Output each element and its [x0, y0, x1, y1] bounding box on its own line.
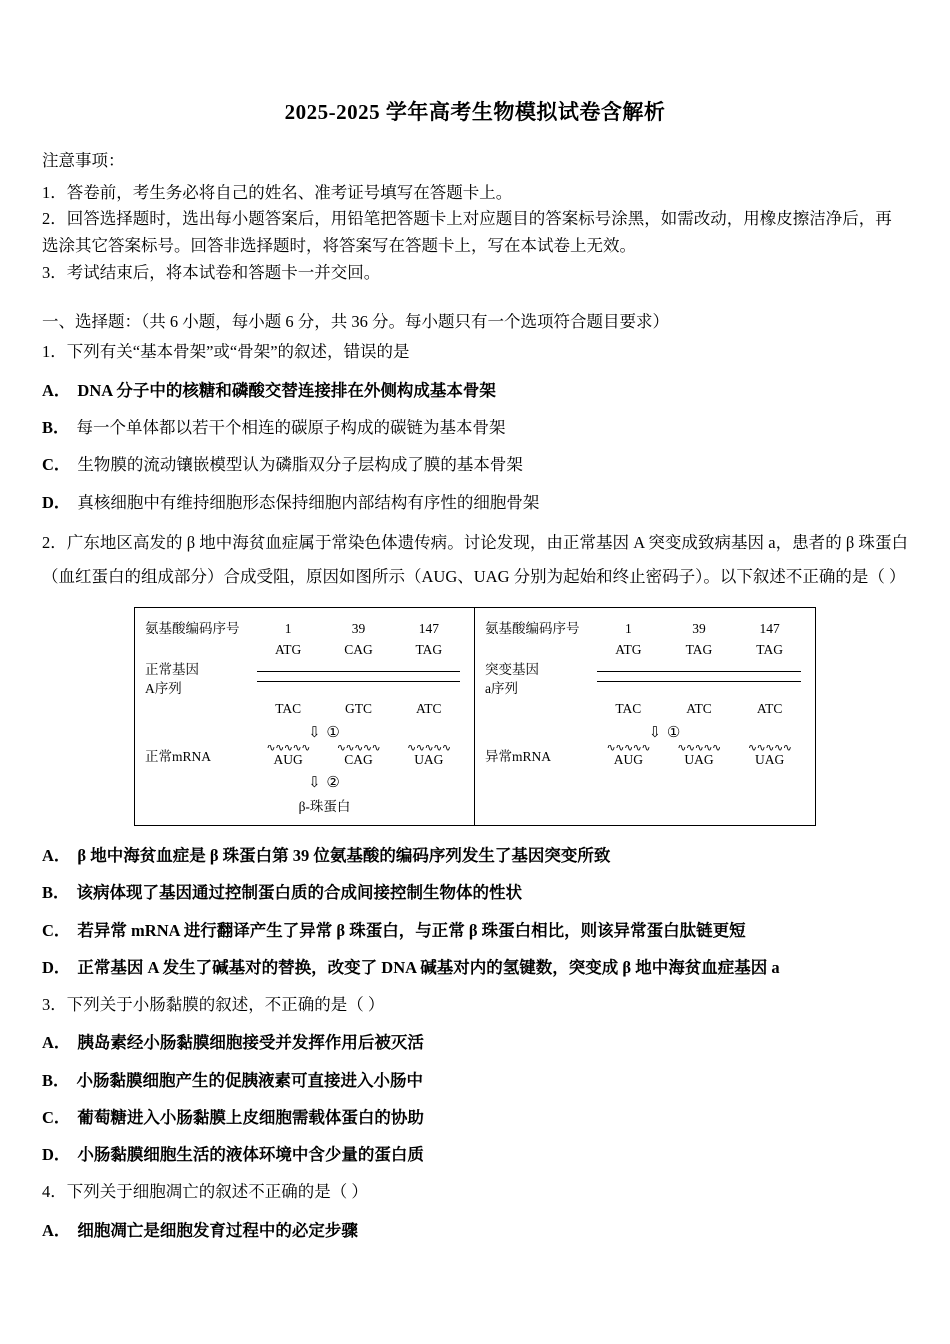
question-4-option-a: [42, 1217, 908, 1244]
left-mrna-row: [145, 745, 464, 768]
question-3-stem: 3．下列关于小肠黏膜的叙述，不正确的是（ ）: [42, 995, 385, 1015]
option-text: 该病体现了基因通过控制蛋白质的合成间接控制生物体的性状: [76, 883, 523, 903]
left-position-39: 39: [351, 621, 366, 637]
diagram-normal-gene-panel: [135, 608, 475, 825]
right-gene-label-line1: 突变基因: [485, 661, 539, 677]
right-position-39: 39: [692, 621, 706, 637]
question-1-stem: 1．下列有关“基本骨架”或“骨架”的叙述，错误的是: [42, 342, 410, 362]
option-label: D．: [42, 957, 71, 977]
right-strand-line-top: [485, 660, 805, 699]
option-text: 小肠黏膜细胞产生的促胰液素可直接进入小肠中: [76, 1070, 424, 1090]
left-mrna-codon-1: AUG: [273, 752, 303, 768]
question-1-option-d: [42, 489, 908, 516]
question-3-option-a: [42, 1029, 908, 1056]
left-bottom-codon-1: TAC: [275, 701, 302, 717]
question-2-stem: 2．广东地区高发的 β 地中海贫血症属于常染色体遗传病。讨论发现，由正常基因 A 突变成致病基因 a，患者的 β 珠蛋白（血红蛋白的组成部分）合成受阻，原因如图所示（AUG、UAG 分别为起始和终止密码子）。以下叙述不正确的是（ ）: [42, 532, 908, 586]
option-label: D．: [42, 492, 71, 512]
option-label: C．: [42, 1107, 71, 1127]
question-1-option-a: [42, 377, 908, 404]
question-3-option-d: [42, 1141, 908, 1168]
left-gene-label: [145, 660, 253, 699]
notice-heading: 注意事项：: [42, 151, 125, 170]
left-arrow-translation: [145, 773, 464, 792]
left-top-codon-39: CAG: [344, 641, 373, 657]
option-text: 正常基因 A 发生了碱基对的替换，改变了 DNA 碱基对内的氢键数，突变成 β 地中海贫血症基因 a: [77, 957, 780, 977]
option-label: A．: [42, 846, 71, 866]
left-arrow-transcription: [145, 723, 464, 742]
section-heading: 一、选择题：（共 6 小题，每小题 6 分，共 36 分。每小题只有一个选项符合题目要求）: [42, 312, 669, 332]
left-mrna-codon-39: CAG: [344, 752, 373, 768]
left-header-label: 氨基酸编码序号: [145, 621, 240, 637]
question-2-option-a: [42, 842, 908, 869]
left-top-codon-1: ATG: [275, 641, 302, 657]
left-strand-line-top: [145, 660, 464, 699]
wave-decor: ∿∿∿∿∿: [336, 745, 381, 753]
left-bottom-strand-row: [145, 700, 464, 718]
wave-decor: ∿∿∿∿∿: [407, 745, 451, 753]
right-mrna-row: [485, 745, 805, 768]
wave-decor: ∿∿∿∿∿: [606, 745, 651, 753]
left-mrna-codon-147: UAG: [414, 752, 444, 768]
right-bottom-strand-row: [485, 700, 805, 718]
right-top-codon-147: TAG: [756, 641, 783, 657]
right-dna-strands: [593, 669, 805, 689]
question-3-option-c: [42, 1104, 908, 1131]
option-label: B．: [42, 1070, 70, 1090]
option-text: 真核细胞中有维持细胞形态保持细胞内部结构有序性的细胞骨架: [77, 492, 540, 512]
question-2-option-c: [42, 917, 908, 944]
notice-line-3: 3．考试结束后，将本试卷和答题卡一并交回。: [42, 262, 381, 282]
right-position-1: 1: [624, 621, 632, 637]
left-position-147: 147: [418, 621, 439, 637]
right-gene-label: [485, 660, 593, 699]
left-mrna-codon-1-wrap: [260, 745, 316, 768]
left-mrna-codon-39-wrap: [330, 745, 386, 768]
right-mrna-codon-39-wrap: [671, 745, 727, 768]
option-text: 胰岛素经小肠黏膜细胞接受并发挥作用后被灭活: [77, 1033, 424, 1053]
diagram-mutant-gene-panel: [475, 608, 815, 825]
option-label: C．: [42, 920, 71, 940]
left-bottom-codon-39: GTC: [344, 701, 372, 717]
option-text: β 地中海贫血症是 β 珠蛋白第 39 位氨基酸的编码序列发生了基因突变所致: [77, 846, 611, 866]
right-bottom-codon-1: TAC: [615, 701, 642, 717]
option-text: 若异常 mRNA 进行翻译产生了异常 β 珠蛋白，与正常 β 珠蛋白相比，则该异常蛋白肽链更短: [77, 920, 746, 940]
left-gene-label-line2: A序列: [145, 681, 182, 697]
left-gene-label-line1: 正常基因: [145, 661, 199, 677]
left-mrna-label: 正常mRNA: [145, 748, 212, 764]
option-label: D．: [42, 1145, 71, 1165]
wave-decor: ∿∿∿∿∿: [266, 745, 310, 753]
right-position-147: 147: [759, 621, 780, 637]
question-2-figure: [42, 607, 908, 826]
option-text: DNA 分子中的核糖和磷酸交替连接排在外侧构成基本骨架: [77, 380, 496, 400]
option-label: C．: [42, 455, 71, 475]
option-text: 小肠黏膜细胞生活的液体环境中含少量的蛋白质: [77, 1145, 424, 1165]
option-label: A．: [42, 1220, 71, 1240]
right-bottom-codon-147: ATC: [756, 701, 783, 717]
left-product-label: β-珠蛋白: [298, 799, 351, 815]
right-mrna-codon-1-wrap: [600, 745, 656, 768]
left-top-strand-row: [145, 641, 464, 659]
right-top-codon-39: TAG: [685, 641, 713, 657]
right-arrow-1-label: ⇩ ①: [648, 725, 682, 742]
right-mrna-label: 异常mRNA: [485, 748, 552, 764]
page-title: 2025-2025 学年高考生物模拟试卷含解析: [284, 100, 666, 124]
question-4-stem: 4．下列关于细胞凋亡的叙述不正确的是（ ）: [42, 1182, 368, 1202]
right-header-row: [485, 620, 805, 638]
option-text: 细胞凋亡是细胞发育过程中的必定步骤: [77, 1220, 358, 1240]
right-header-label: 氨基酸编码序号: [485, 621, 580, 637]
right-gene-label-line2: a序列: [485, 681, 518, 697]
left-mrna-codon-147-wrap: [401, 745, 457, 768]
wave-decor: ∿∿∿∿∿: [677, 745, 721, 753]
option-text: 生物膜的流动镶嵌模型认为磷脂双分子层构成了膜的基本骨架: [77, 455, 523, 475]
right-bottom-codon-39: ATC: [686, 701, 712, 717]
right-mrna-codon-147-wrap: [742, 745, 798, 768]
left-bottom-codon-147: ATC: [416, 701, 442, 717]
option-label: A．: [42, 1033, 71, 1053]
option-text: 每一个单体都以若干个相连的碳原子构成的碳链为基本骨架: [76, 418, 506, 438]
gene-mutation-diagram: [134, 607, 816, 826]
right-mrna-codon-1: AUG: [613, 752, 643, 768]
question-1-option-b: [42, 414, 908, 441]
question-2-option-d: [42, 954, 908, 981]
left-header-row: [145, 620, 464, 638]
right-arrow-transcription: [485, 723, 805, 742]
right-mrna-codon-39: UAG: [684, 752, 714, 768]
notice-line-1: 1．答卷前，考生务必将自己的姓名、准考证号填写在答题卡上。: [42, 182, 513, 202]
option-label: B．: [42, 418, 70, 438]
right-top-strand-row: [485, 641, 805, 659]
right-top-codon-1: ATG: [615, 641, 642, 657]
question-3-option-b: [42, 1067, 908, 1094]
wave-decor: ∿∿∿∿∿: [747, 745, 792, 753]
left-arrow-2-label: ⇩ ②: [308, 775, 341, 792]
left-arrow-1-label: ⇩ ①: [308, 725, 341, 742]
left-top-codon-147: TAG: [415, 641, 443, 657]
question-2-option-b: [42, 879, 908, 906]
option-text: 葡萄糖进入小肠黏膜上皮细胞需载体蛋白的协助: [77, 1107, 424, 1127]
right-mrna-codon-147: UAG: [755, 752, 785, 768]
option-label: B．: [42, 883, 70, 903]
notice-line-2: 2．回答选择题时，选出每小题答案后，用铅笔把答题卡上对应题目的答案标号涂黑，如需改动，用橡皮擦洁净后，再选涂其它答案标号。回答非选择题时，将答案写在答题卡上，写在本试卷上无效。: [42, 209, 892, 255]
left-dna-strands: [253, 669, 464, 689]
option-label: A．: [42, 380, 71, 400]
left-position-1: 1: [284, 621, 292, 637]
question-1-option-c: [42, 451, 908, 478]
